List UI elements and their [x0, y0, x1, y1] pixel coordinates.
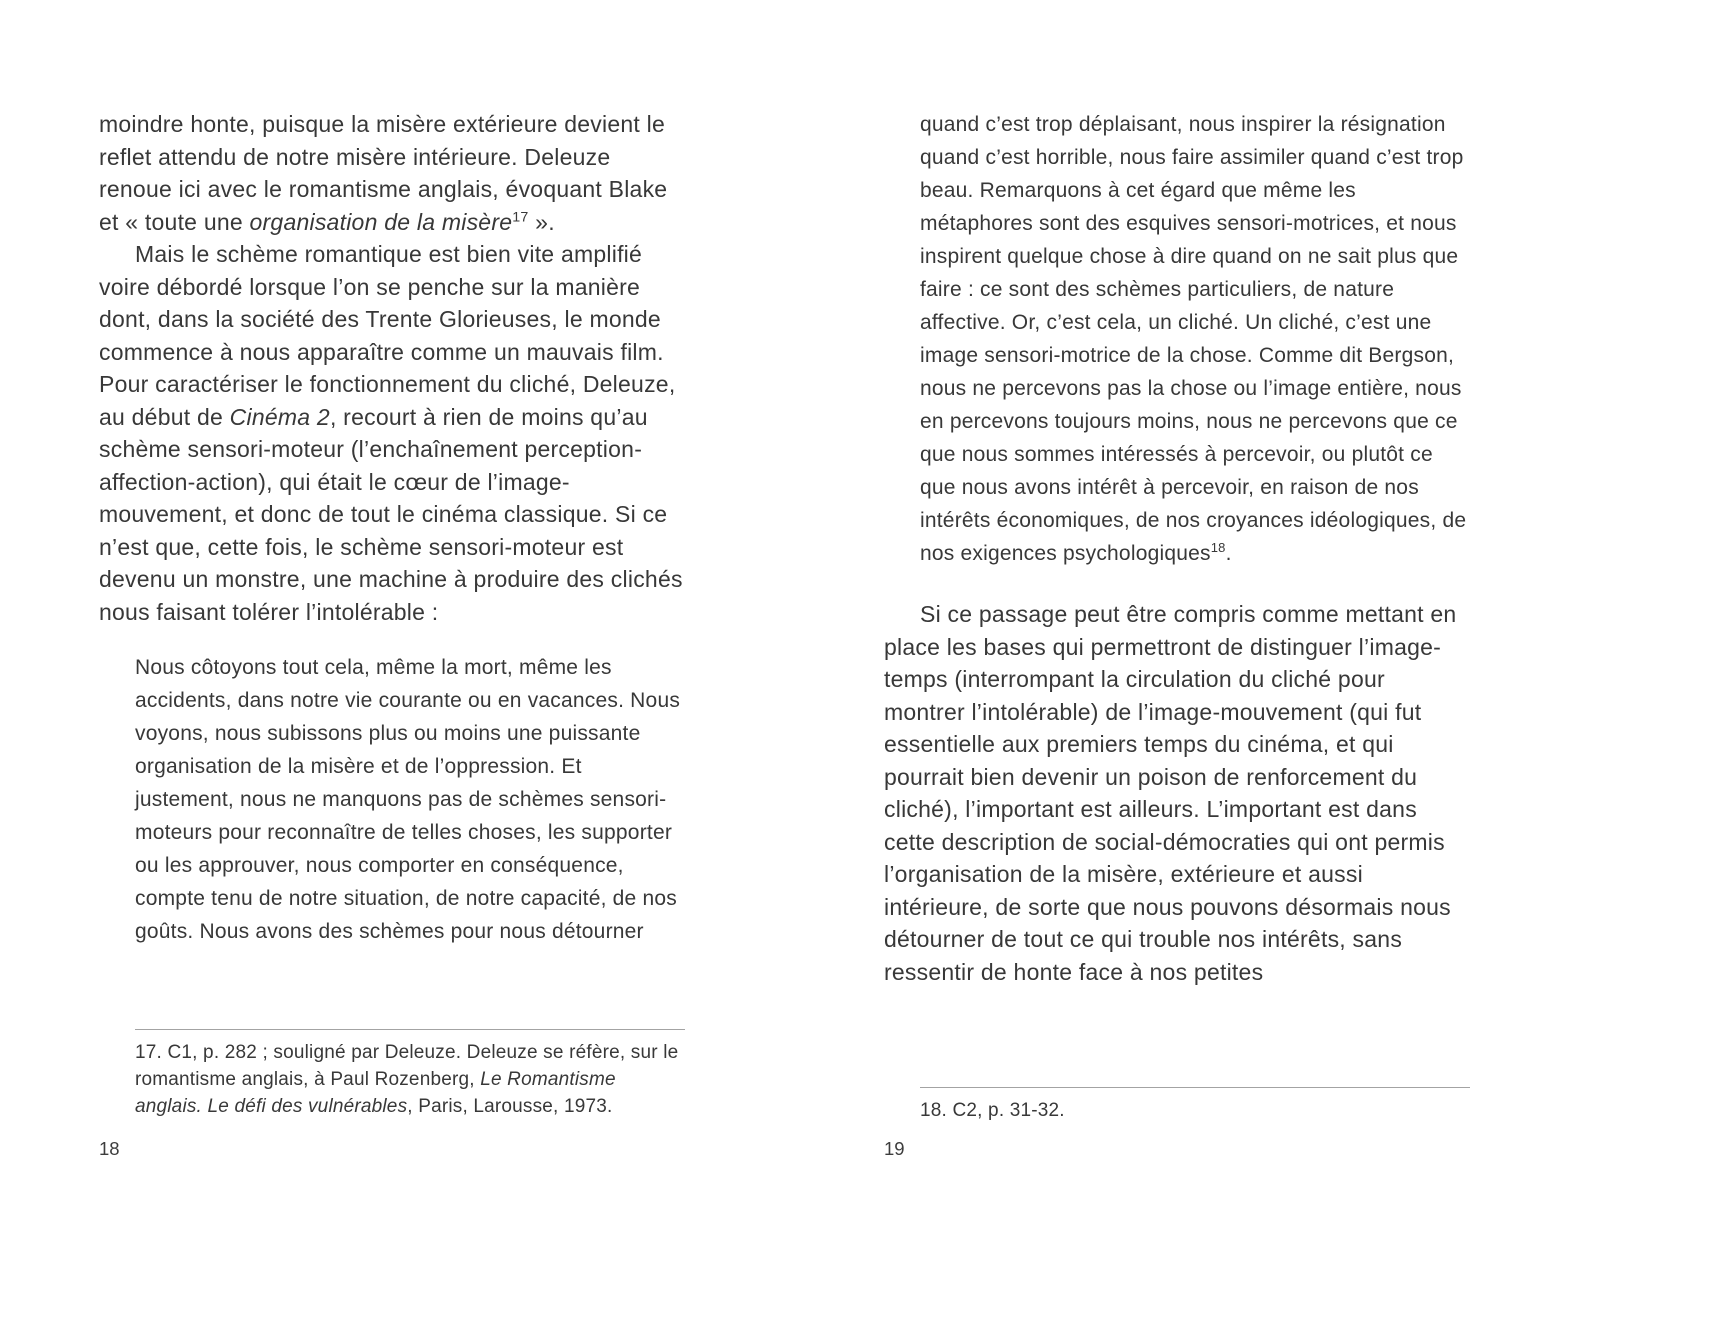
footnote-ref-18: 18	[1210, 540, 1226, 555]
quote-text: quand c’est trop déplaisant, nous inspirer la résignation quand c’est horrible, nous faire assimiler quand c’est trop beau. Remarquons à cet égard que même les métaphores sont des esquives sensori-motrices, et nous inspirent quelque chose à dire quand on ne sait plus que faire : ce sont des schèmes particuliers, de nature affective. Or, c’est cela, un cliché. Un cliché, c’est une image sensori-motrice de la chose. Comme dit Bergson, nous ne percevons pas la chose ou l’image entière, nous en percevons toujours moins, nous ne percevons que ce que nous sommes intéressés à percevoir, ou plutôt ce que nous avons intérêt à percevoir, en raison de nos intérêts économiques, de nos croyances idéologiques, de nos exigences psychologiques	[920, 113, 1467, 565]
footnote-ref-17: 17	[512, 208, 529, 225]
footnote-18	[920, 1097, 1470, 1124]
italic-text: Cinéma 2	[229, 403, 330, 430]
text-run: 18. C2, p. 31-32.	[920, 1100, 1065, 1121]
footnote-17	[135, 1039, 685, 1120]
right-blockquote-continuation	[920, 108, 1470, 570]
page-left	[99, 108, 685, 1278]
page-number-right: 19	[884, 1138, 905, 1159]
text-run: .	[1225, 542, 1232, 565]
page-number-left: 18	[99, 1138, 120, 1159]
text-run: Mais le schème romantique est bien vite amplifié voire débordé lorsque l’on se penche sur la manière dont, dans la société des Trente Glorieuses, le monde commence à nous apparaître comme un mauvais film. Pour caractériser le fonctionnement du cliché, Deleuze, au début de	[99, 241, 676, 430]
italic-text: Le Romantisme anglais. Le défi des vulnérables	[135, 1069, 616, 1117]
page-right	[884, 108, 1470, 1278]
text-run: moindre honte, puisque la misère extérieure devient le reflet attendu de notre misère intérieure. Deleuze renoue ici avec le romantisme anglais, évoquant Blake et « toute une	[99, 111, 668, 235]
left-blockquote	[135, 651, 685, 948]
left-footnote-block	[135, 1029, 685, 1120]
footnote-divider	[920, 1087, 1470, 1088]
text-run: Si ce passage peut être compris comme mettant en place les bases qui permettront de distinguer l’image-temps (interrompant la circulation du cliché pour montrer l’intolérable) de l’image-mouvement (qui fut essentielle aux premiers temps du cinéma, et qui pourrait bien devenir un poison de renforcement du cliché), l’important est ailleurs. L’important est dans cette description de social-démocraties qui ont permis l’organisation de la misère, extérieure et aussi intérieure, de sorte que nous pouvons désormais nous détourner de tout ce qui trouble nos intérêts, sans ressentir de honte face à nos petites	[884, 601, 1457, 985]
text-run: ».	[528, 208, 555, 235]
text-run: , Paris, Larousse, 1973.	[407, 1096, 613, 1117]
footnote-divider	[135, 1029, 685, 1030]
quote-text: Nous côtoyons tout cela, même la mort, même les accidents, dans notre vie courante ou en vacances. Nous voyons, nous subissons plus ou moins une puissante organisation de la misère et de l’oppression. Et justement, nous ne manquons pas de schèmes sensori-moteurs pour reconnaître de telles choses, les supporter ou les approuver, nous comporter en conséquence, compte tenu de notre situation, de notre capacité, de nos goûts. Nous avons des schèmes pour nous détourner	[135, 656, 681, 943]
text-run: , recourt à rien de moins qu’au schème sensori-moteur (l’enchaînement perception-affection-action), qui était le cœur de l’image-mouvement, et donc de tout le cinéma classique. Si ce n’est que, cette fois, le schème sensori-moteur est devenu un monstre, une machine à produire des clichés nous faisant tolérer l’intolérable :	[99, 403, 683, 625]
italic-text: organisation de la misère	[249, 208, 513, 235]
right-paragraph	[884, 598, 1470, 988]
right-footnote-block	[920, 1087, 1470, 1124]
left-paragraph-2	[99, 238, 685, 628]
text-run: 17. C1, p. 282 ; souligné par Deleuze. Deleuze se réfère, sur le romantisme anglais, à Paul Rozenberg,	[135, 1042, 679, 1090]
left-paragraph-1	[99, 108, 685, 238]
